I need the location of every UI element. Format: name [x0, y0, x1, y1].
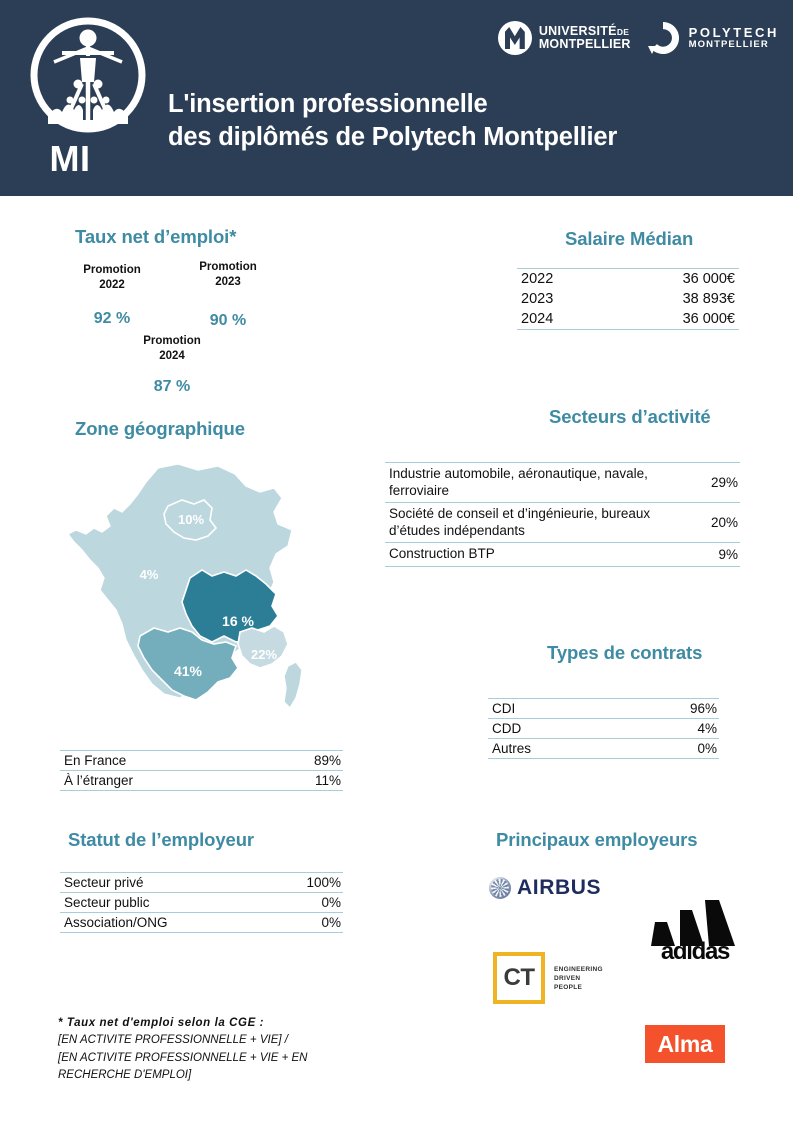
polytech-line1: POLYTECH	[688, 24, 779, 40]
table-row	[517, 309, 739, 330]
footnote-line3: RECHERCHE D'EMPLOI]	[58, 1069, 192, 1081]
footnote-title: * Taux net d'emploi selon la CGE :	[58, 1017, 265, 1029]
promotion-2023-label-line1: Promotion	[199, 261, 257, 273]
sector-value-btp: 9%	[718, 547, 738, 562]
promotion-2022-label-line1: Promotion	[83, 264, 141, 276]
polytech-line2: MONTPELLIER	[688, 38, 769, 50]
map-label-auvergne-rhone-alpes: 16 %	[222, 613, 254, 629]
sector-value-conseil: 20%	[710, 515, 738, 530]
promotion-2022-number: 92	[93, 310, 112, 327]
page-header	[0, 0, 793, 196]
ct-tagline-line3: PEOPLE	[554, 983, 583, 991]
employer-status-table	[60, 872, 343, 933]
contract-types-heading: Types de contrats	[547, 642, 703, 663]
page-title	[168, 88, 768, 154]
main-employers-heading: Principaux employeurs	[496, 829, 698, 850]
median-salary-table	[517, 268, 739, 330]
employer-logo-adidas	[645, 900, 745, 966]
um-line1: UNIVERSITÉ	[538, 24, 617, 38]
activity-sectors-heading: Secteurs d’activité	[549, 406, 711, 427]
geo-value-etranger: 11%	[314, 773, 341, 788]
table-row	[488, 739, 719, 759]
polytech-montpellier-logo	[645, 20, 779, 56]
promotion-2023-label-year: 2023	[215, 276, 241, 288]
geo-label-etranger: À l’étranger	[64, 773, 134, 788]
footnote-line1: [EN ACTIVITE PROFESSIONNELLE + VIE] /	[58, 1034, 288, 1046]
promotion-2024-number: 87	[153, 378, 172, 395]
table-row	[385, 503, 740, 543]
geographic-zone-table	[60, 750, 343, 791]
airbus-swirl-icon	[489, 877, 511, 899]
map-label-occitanie: 41%	[173, 663, 203, 679]
promotion-2022-unit: %	[116, 310, 131, 327]
salary-year-2024: 2024	[521, 310, 554, 327]
promotion-2023-unit: %	[232, 312, 247, 329]
salary-year-2022: 2022	[521, 270, 554, 287]
alma-wordmark: Alma	[657, 1030, 713, 1057]
table-row	[385, 462, 740, 503]
contract-label-cdd: CDD	[492, 721, 522, 736]
ct-tagline-line2: DRIVEN	[554, 974, 581, 982]
um-line2: MONTPELLIER	[538, 37, 631, 51]
contract-value-autres: 0%	[697, 741, 717, 756]
salary-amount-2022: 36 000€	[682, 270, 735, 287]
employment-rate-heading: Taux net d’emploi*	[75, 226, 237, 247]
status-label-prive: Secteur privé	[64, 875, 144, 890]
contract-value-cdd: 4%	[697, 721, 717, 736]
ct-box-icon	[493, 952, 545, 1004]
ct-tagline-line1: ENGINEERING	[554, 965, 603, 973]
map-label-ile-de-france: 10%	[177, 512, 205, 527]
um-line1-small: DE	[616, 27, 630, 37]
promotion-2023-number: 90	[209, 312, 228, 329]
adidas-wordmark: adidas	[660, 938, 730, 965]
status-value-prive: 100%	[306, 875, 341, 890]
footnote	[58, 1014, 388, 1085]
employer-logo-airbus	[489, 876, 601, 900]
contract-label-autres: Autres	[492, 741, 532, 756]
table-row	[60, 750, 343, 771]
employer-logo-ct	[493, 952, 603, 1004]
employer-logo-alma	[645, 1025, 725, 1063]
promotion-2022-label	[62, 263, 162, 293]
contract-label-cdi: CDI	[492, 701, 516, 716]
status-label-ong: Association/ONG	[64, 915, 168, 930]
activity-sectors-table	[385, 462, 740, 567]
map-region-corse	[284, 662, 302, 708]
sector-label-industrie: Industrie automobile, aéronautique, navale, ferroviaire	[389, 466, 648, 498]
table-row	[60, 771, 343, 791]
contract-types-table	[488, 698, 719, 759]
status-label-public: Secteur public	[64, 895, 150, 910]
table-row	[60, 872, 343, 893]
mi-logo-text: MI	[49, 138, 91, 179]
page-title-line2: des diplômés de Polytech Montpellier	[168, 123, 618, 151]
promotion-2024-label-year: 2024	[159, 350, 185, 362]
promotion-2023-value	[178, 312, 278, 330]
promotion-2022-value	[62, 310, 162, 328]
polytech-mark-icon	[645, 20, 681, 56]
salary-amount-2024: 36 000€	[682, 310, 735, 327]
promotion-2024-label	[122, 334, 222, 364]
promotion-2024-value	[122, 378, 222, 396]
table-row	[385, 543, 740, 567]
sector-value-industrie: 29%	[710, 475, 738, 490]
footnote-line2: [EN ACTIVITE PROFESSIONNELLE + VIE + EN	[58, 1051, 308, 1064]
geo-value-france: 89%	[313, 753, 341, 768]
status-value-public: 0%	[321, 895, 341, 910]
ct-wordmark: CT	[503, 964, 535, 991]
sector-label-btp: Construction BTP	[389, 546, 495, 561]
table-row	[60, 893, 343, 913]
promotion-2023-label	[178, 260, 278, 290]
promotion-2024-unit: %	[176, 378, 191, 395]
partner-logos	[498, 20, 779, 56]
table-row	[517, 289, 739, 309]
salary-year-2023: 2023	[521, 290, 554, 307]
geographic-zone-heading: Zone géographique	[75, 418, 245, 439]
sector-label-conseil: Société de conseil et d’ingénieurie, bureaux d’études indépendants	[389, 506, 651, 538]
employer-status-heading: Statut de l’employeur	[68, 829, 255, 850]
universite-montpellier-mark-icon	[498, 21, 532, 55]
map-label-paca: 22%	[250, 647, 278, 662]
promotion-2022-label-year: 2022	[99, 279, 125, 291]
universite-montpellier-logo	[498, 21, 631, 55]
page-title-line1: L'insertion professionnelle	[168, 90, 488, 118]
salary-amount-2023: 38 893€	[682, 290, 735, 307]
promotion-2024-label-line1: Promotion	[143, 335, 201, 347]
geo-label-france: En France	[64, 753, 127, 768]
map-label-nouvelle-aquitaine: 4%	[139, 567, 159, 582]
table-row	[517, 268, 739, 289]
ct-tagline	[554, 965, 603, 992]
table-row	[60, 913, 343, 933]
france-map-chart	[60, 450, 360, 720]
median-salary-heading: Salaire Médian	[565, 228, 694, 249]
table-row	[488, 698, 719, 719]
contract-value-cdi: 96%	[689, 701, 717, 716]
table-row	[488, 719, 719, 739]
airbus-wordmark: AIRBUS	[517, 876, 602, 899]
status-value-ong: 0%	[321, 915, 341, 930]
